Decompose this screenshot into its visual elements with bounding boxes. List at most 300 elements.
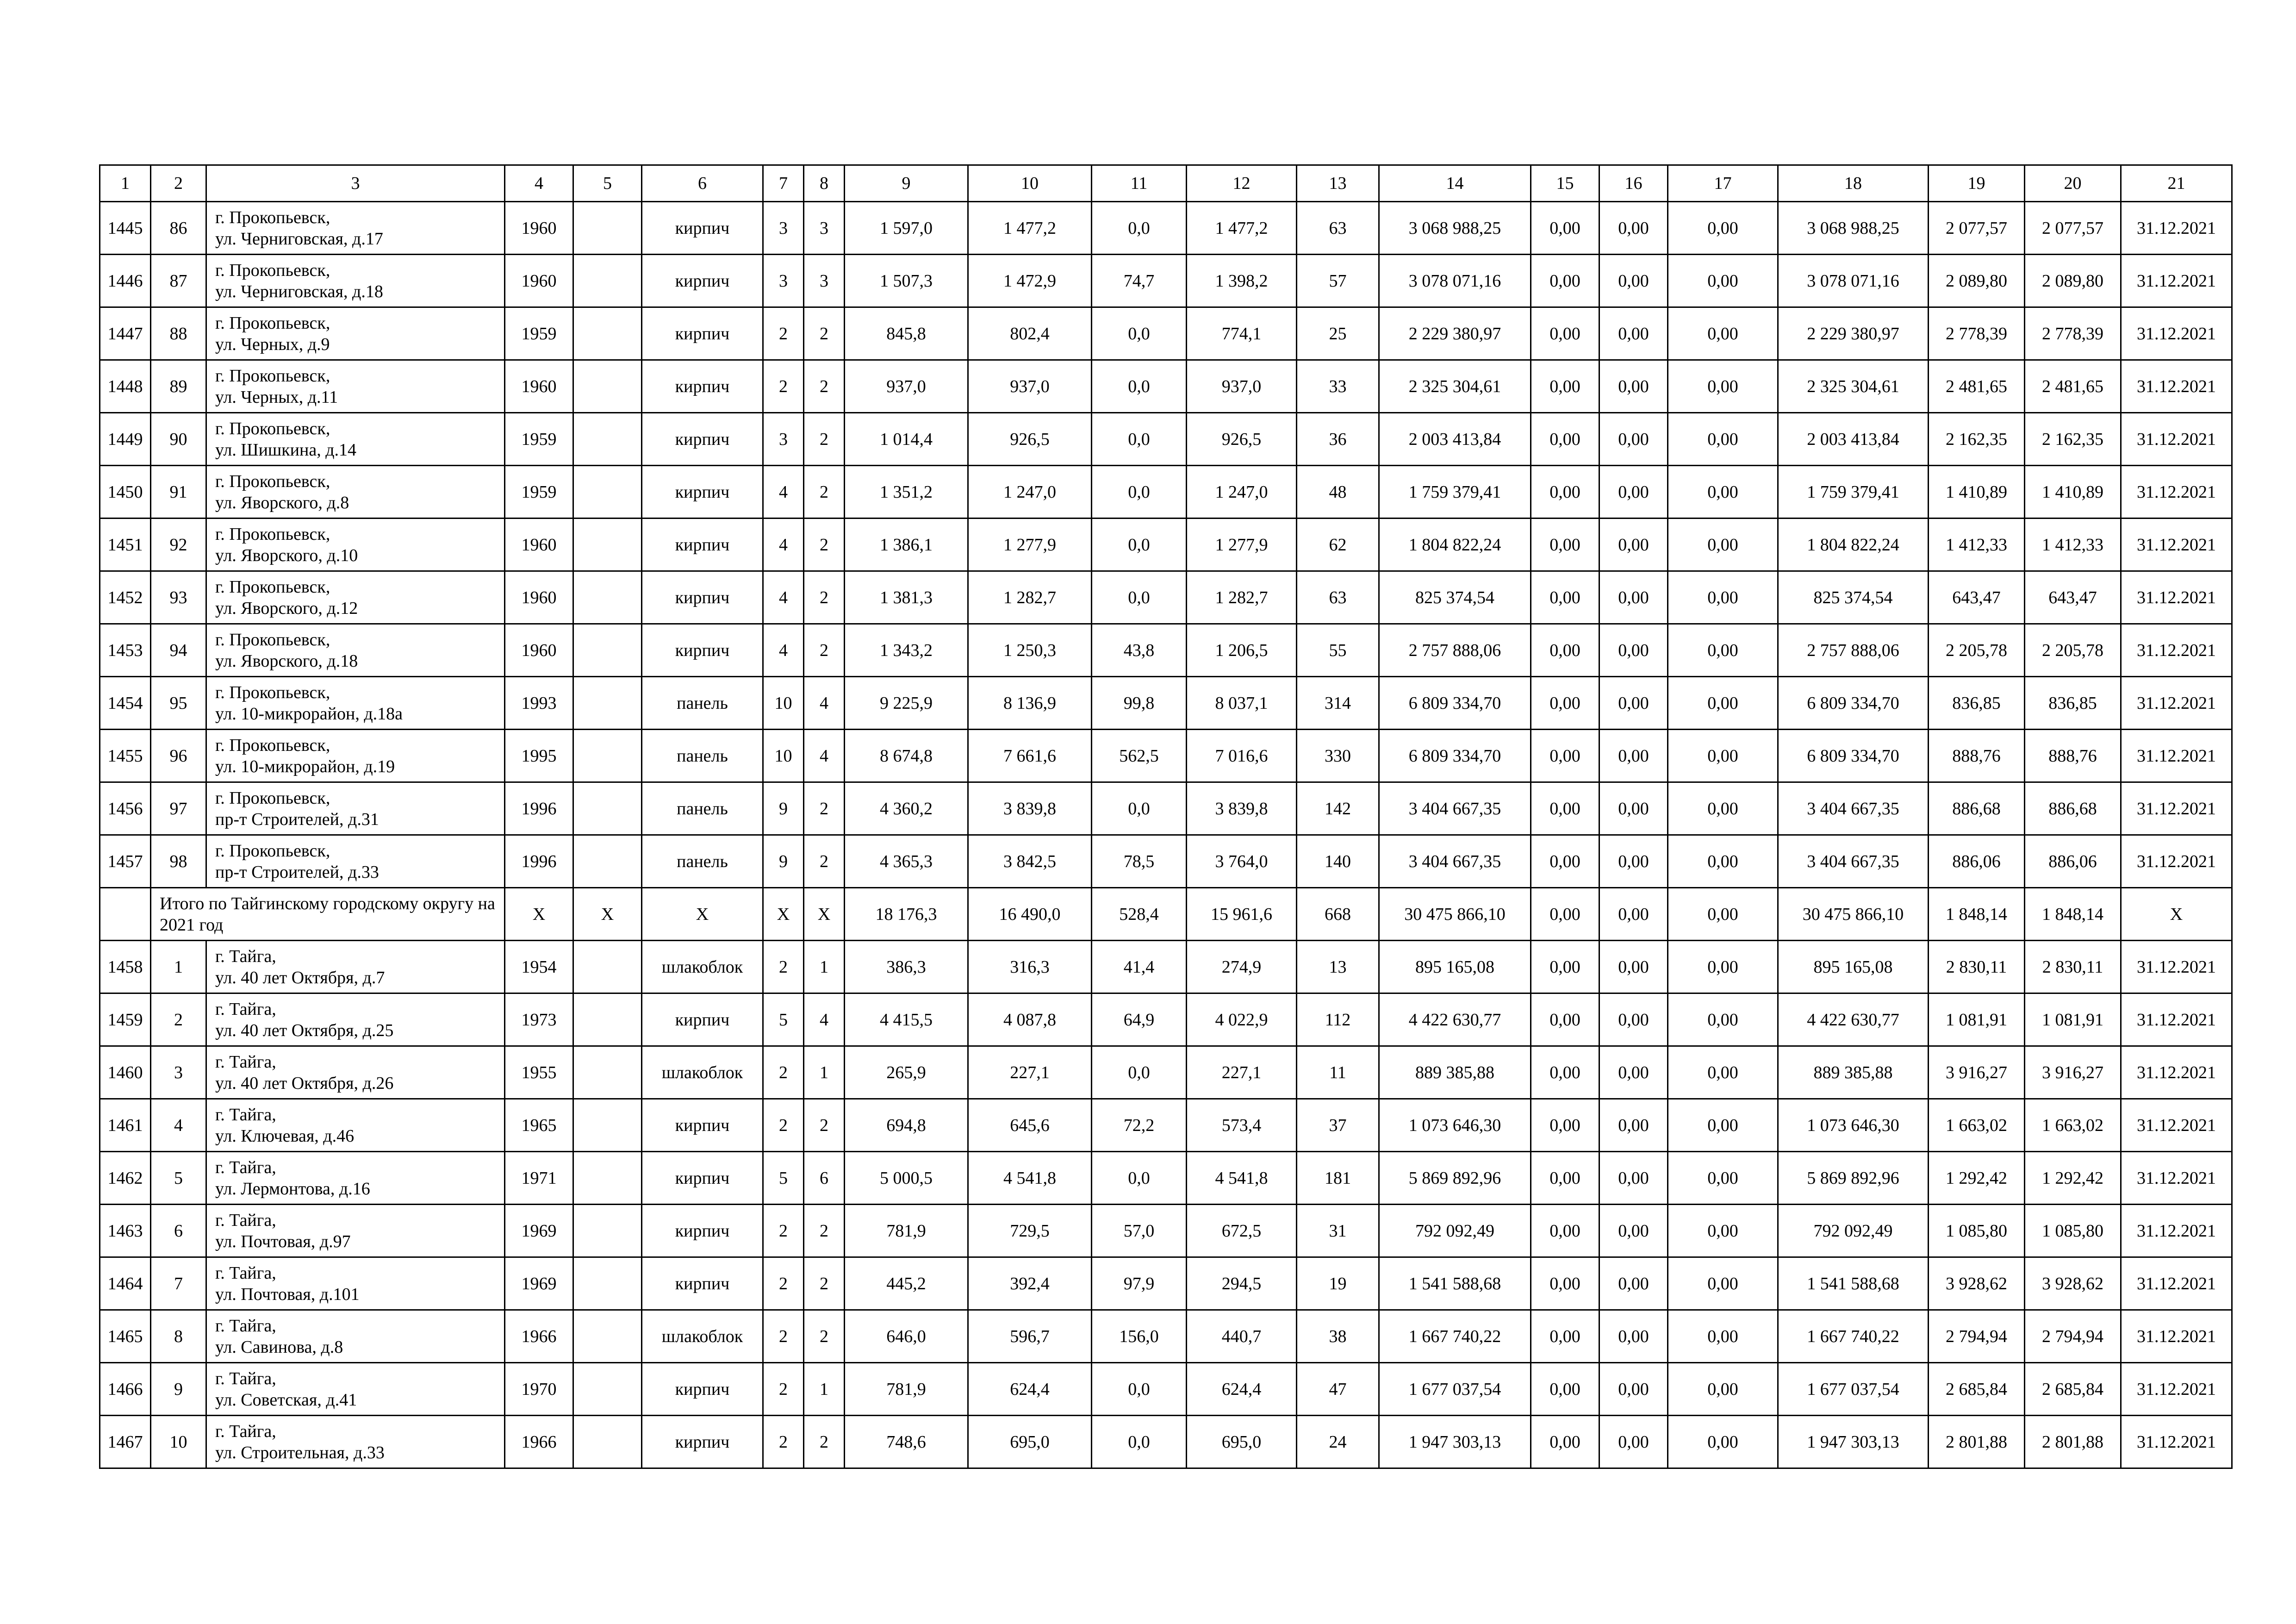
column-number-13: 13 (1297, 165, 1379, 202)
cell-c15: 0,00 (1531, 413, 1599, 466)
cell-c20: 1 085,80 (2025, 1205, 2121, 1257)
cell-c19: 836,85 (1929, 677, 2025, 730)
cell-c14: 2 229 380,97 (1379, 307, 1531, 360)
year-cell: 1966 (505, 1416, 573, 1468)
local-number: 10 (151, 1416, 206, 1468)
row-number: 1455 (100, 730, 151, 782)
cell-c16: 0,00 (1599, 1416, 1668, 1468)
cell-c14: 1 667 740,22 (1379, 1310, 1531, 1363)
total-c17: 0,00 (1668, 888, 1778, 941)
cell-c14: 1 947 303,13 (1379, 1416, 1531, 1468)
total-c18: 30 475 866,10 (1778, 888, 1929, 941)
cell-c20: 888,76 (2025, 730, 2121, 782)
cell-c16: 0,00 (1599, 677, 1668, 730)
cell-c11: 43,8 (1092, 624, 1187, 677)
cell-c21: 31.12.2021 (2121, 255, 2232, 307)
table-row (100, 571, 2232, 624)
cell-c11: 562,5 (1092, 730, 1187, 782)
year-cell: 1965 (505, 1099, 573, 1152)
cell-c14: 2 757 888,06 (1379, 624, 1531, 677)
cell-c20: 643,47 (2025, 571, 2121, 624)
cell-c11: 0,0 (1092, 1363, 1187, 1416)
cell-c7: 3 (763, 202, 804, 255)
cell-c17: 0,00 (1668, 202, 1778, 255)
cell-c9: 694,8 (845, 1099, 968, 1152)
cell-c19: 3 916,27 (1929, 1046, 2025, 1099)
local-number: 94 (151, 624, 206, 677)
cell-c15: 0,00 (1531, 518, 1599, 571)
address-city: г. Тайга, (215, 1263, 276, 1283)
cell-c10: 645,6 (968, 1099, 1092, 1152)
year-cell: 1971 (505, 1152, 573, 1205)
address-street: ул. 40 лет Октября, д.7 (215, 968, 385, 987)
cell-c14: 1 804 822,24 (1379, 518, 1531, 571)
cell-c8: 1 (804, 1046, 845, 1099)
cell-c13: 140 (1297, 835, 1379, 888)
address-city: г. Тайга, (215, 946, 276, 966)
cell-c17: 0,00 (1668, 413, 1778, 466)
cell-c18: 3 404 667,35 (1778, 835, 1929, 888)
row-number: 1457 (100, 835, 151, 888)
cell-c10: 4 541,8 (968, 1152, 1092, 1205)
cell-c21: 31.12.2021 (2121, 1205, 2232, 1257)
material-cell: кирпич (642, 518, 763, 571)
cell-c9: 937,0 (845, 360, 968, 413)
cell-c16: 0,00 (1599, 571, 1668, 624)
cell-c18: 1 804 822,24 (1778, 518, 1929, 571)
address-street: ул. Черных, д.11 (215, 387, 338, 407)
cell-c15: 0,00 (1531, 941, 1599, 993)
total-c16: 0,00 (1599, 888, 1668, 941)
address-cell (206, 1046, 505, 1099)
address-cell (206, 518, 505, 571)
cell-c13: 19 (1297, 1257, 1379, 1310)
cell-c17: 0,00 (1668, 730, 1778, 782)
local-number: 88 (151, 307, 206, 360)
cell-c15: 0,00 (1531, 677, 1599, 730)
cell-c13: 63 (1297, 202, 1379, 255)
cell-c15: 0,00 (1531, 782, 1599, 835)
address-city: г. Прокопьевск, (215, 682, 330, 702)
cell-c14: 5 869 892,96 (1379, 1152, 1531, 1205)
cell-c10: 802,4 (968, 307, 1092, 360)
cell-c19: 1 292,42 (1929, 1152, 2025, 1205)
cell-c14: 895 165,08 (1379, 941, 1531, 993)
cell-c9: 781,9 (845, 1205, 968, 1257)
cell-c9: 1 597,0 (845, 202, 968, 255)
material-cell: шлакоблок (642, 1310, 763, 1363)
column-number-16: 16 (1599, 165, 1668, 202)
cell-c9: 4 365,3 (845, 835, 968, 888)
cell-c12: 440,7 (1187, 1310, 1297, 1363)
local-number: 3 (151, 1046, 206, 1099)
cell-c19: 2 685,84 (1929, 1363, 2025, 1416)
cell-c17: 0,00 (1668, 993, 1778, 1046)
cell-c17: 0,00 (1668, 1363, 1778, 1416)
cell-c8: 6 (804, 1152, 845, 1205)
cell-c11: 72,2 (1092, 1099, 1187, 1152)
cell-c17: 0,00 (1668, 1310, 1778, 1363)
cell-c21: 31.12.2021 (2121, 1257, 2232, 1310)
address-city: г. Прокопьевск, (215, 577, 330, 597)
cell-c9: 781,9 (845, 1363, 968, 1416)
cell-c18: 3 078 071,16 (1778, 255, 1929, 307)
cell-c8: 2 (804, 307, 845, 360)
cell-c11: 156,0 (1092, 1310, 1187, 1363)
cell-c15: 0,00 (1531, 466, 1599, 518)
address-cell (206, 307, 505, 360)
cell-c20: 836,85 (2025, 677, 2121, 730)
address-city: г. Тайга, (215, 1105, 276, 1124)
cell-c10: 695,0 (968, 1416, 1092, 1468)
cell-c15: 0,00 (1531, 1363, 1599, 1416)
cell-c17: 0,00 (1668, 835, 1778, 888)
address-city: г. Прокопьевск, (215, 524, 330, 544)
cell-c11: 0,0 (1092, 1046, 1187, 1099)
total-c8: X (804, 888, 845, 941)
cell-c11: 74,7 (1092, 255, 1187, 307)
cell-c7: 4 (763, 624, 804, 677)
cell-c9: 1 381,3 (845, 571, 968, 624)
cell-c16: 0,00 (1599, 1205, 1668, 1257)
material-cell: кирпич (642, 1205, 763, 1257)
cell-c12: 294,5 (1187, 1257, 1297, 1310)
address-cell (206, 1310, 505, 1363)
address-street: ул. Лермонтова, д.16 (215, 1179, 370, 1199)
address-cell (206, 571, 505, 624)
address-cell (206, 1205, 505, 1257)
cell-c16: 0,00 (1599, 835, 1668, 888)
material-cell: панель (642, 782, 763, 835)
cell-c7: 2 (763, 307, 804, 360)
cell-c13: 55 (1297, 624, 1379, 677)
cell-c19: 2 794,94 (1929, 1310, 2025, 1363)
total-c13: 668 (1297, 888, 1379, 941)
year-cell: 1960 (505, 571, 573, 624)
cell-c7: 2 (763, 1257, 804, 1310)
address-cell (206, 677, 505, 730)
cell-c10: 316,3 (968, 941, 1092, 993)
column-number-9: 9 (845, 165, 968, 202)
cell-c16: 0,00 (1599, 466, 1668, 518)
table-row (100, 1310, 2232, 1363)
address-cell (206, 993, 505, 1046)
cell-c19: 2 089,80 (1929, 255, 2025, 307)
row-number: 1453 (100, 624, 151, 677)
cell-c20: 2 801,88 (2025, 1416, 2121, 1468)
cell-c14: 792 092,49 (1379, 1205, 1531, 1257)
table-body (100, 165, 2232, 1468)
cell-c20: 3 928,62 (2025, 1257, 2121, 1310)
cell-c19: 1 412,33 (1929, 518, 2025, 571)
address-street: ул. Яворского, д.18 (215, 651, 358, 671)
cell-c7: 4 (763, 518, 804, 571)
cell-c5 (573, 413, 642, 466)
cell-c19: 886,68 (1929, 782, 2025, 835)
cell-c15: 0,00 (1531, 835, 1599, 888)
cell-c21: 31.12.2021 (2121, 941, 2232, 993)
cell-c15: 0,00 (1531, 1099, 1599, 1152)
cell-c7: 9 (763, 782, 804, 835)
cell-c12: 1 277,9 (1187, 518, 1297, 571)
cell-c14: 1 677 037,54 (1379, 1363, 1531, 1416)
cell-c8: 2 (804, 782, 845, 835)
table-row (100, 307, 2232, 360)
cell-c9: 8 674,8 (845, 730, 968, 782)
cell-c20: 1 663,02 (2025, 1099, 2121, 1152)
address-cell (206, 1416, 505, 1468)
cell-c10: 4 087,8 (968, 993, 1092, 1046)
cell-c19: 888,76 (1929, 730, 2025, 782)
cell-c13: 142 (1297, 782, 1379, 835)
cell-c14: 2 325 304,61 (1379, 360, 1531, 413)
column-number-7: 7 (763, 165, 804, 202)
address-street: пр-т Строителей, д.31 (215, 809, 379, 829)
address-cell (206, 255, 505, 307)
cell-c21: 31.12.2021 (2121, 1310, 2232, 1363)
cell-c17: 0,00 (1668, 1205, 1778, 1257)
cell-c12: 1 247,0 (1187, 466, 1297, 518)
cell-c15: 0,00 (1531, 255, 1599, 307)
cell-c15: 0,00 (1531, 1257, 1599, 1310)
cell-c8: 2 (804, 571, 845, 624)
cell-c5 (573, 835, 642, 888)
cell-c17: 0,00 (1668, 624, 1778, 677)
cell-c17: 0,00 (1668, 1416, 1778, 1468)
cell-c9: 265,9 (845, 1046, 968, 1099)
total-c19: 1 848,14 (1929, 888, 2025, 941)
cell-c8: 4 (804, 993, 845, 1046)
cell-c14: 1 759 379,41 (1379, 466, 1531, 518)
cell-c16: 0,00 (1599, 941, 1668, 993)
cell-c13: 112 (1297, 993, 1379, 1046)
cell-c21: 31.12.2021 (2121, 202, 2232, 255)
cell-c13: 24 (1297, 1416, 1379, 1468)
year-cell: 1960 (505, 518, 573, 571)
cell-c21: 31.12.2021 (2121, 624, 2232, 677)
address-city: г. Тайга, (215, 1316, 276, 1336)
cell-c18: 2 003 413,84 (1778, 413, 1929, 466)
cell-c12: 274,9 (1187, 941, 1297, 993)
cell-c21: 31.12.2021 (2121, 1363, 2232, 1416)
local-number: 87 (151, 255, 206, 307)
cell-c21: 31.12.2021 (2121, 730, 2232, 782)
address-street: ул. 40 лет Октября, д.25 (215, 1020, 394, 1040)
cell-c18: 825 374,54 (1778, 571, 1929, 624)
year-cell: 1959 (505, 307, 573, 360)
cell-c7: 2 (763, 1310, 804, 1363)
column-number-21: 21 (2121, 165, 2232, 202)
cell-c9: 1 507,3 (845, 255, 968, 307)
cell-c19: 1 085,80 (1929, 1205, 2025, 1257)
table-row (100, 413, 2232, 466)
cell-c7: 2 (763, 1363, 804, 1416)
cell-c7: 5 (763, 993, 804, 1046)
row-number: 1448 (100, 360, 151, 413)
cell-c8: 3 (804, 255, 845, 307)
year-cell: 1959 (505, 413, 573, 466)
row-number: 1446 (100, 255, 151, 307)
total-c12: 15 961,6 (1187, 888, 1297, 941)
cell-c10: 8 136,9 (968, 677, 1092, 730)
address-cell (206, 1152, 505, 1205)
table-row (100, 993, 2232, 1046)
cell-c20: 2 830,11 (2025, 941, 2121, 993)
cell-c14: 6 809 334,70 (1379, 730, 1531, 782)
address-street: ул. Черниговская, д.17 (215, 229, 383, 249)
total-blank (100, 888, 151, 941)
cell-c12: 3 764,0 (1187, 835, 1297, 888)
address-street: ул. Яворского, д.8 (215, 493, 349, 512)
cell-c21: 31.12.2021 (2121, 1152, 2232, 1205)
cell-c14: 825 374,54 (1379, 571, 1531, 624)
cell-c5 (573, 571, 642, 624)
cell-c11: 78,5 (1092, 835, 1187, 888)
cell-c14: 3 404 667,35 (1379, 835, 1531, 888)
cell-c12: 774,1 (1187, 307, 1297, 360)
local-number: 86 (151, 202, 206, 255)
address-street: ул. Шишкина, д.14 (215, 440, 357, 460)
cell-c12: 3 839,8 (1187, 782, 1297, 835)
row-number: 1461 (100, 1099, 151, 1152)
cell-c5 (573, 360, 642, 413)
cell-c18: 1 667 740,22 (1778, 1310, 1929, 1363)
cell-c16: 0,00 (1599, 624, 1668, 677)
year-cell: 1969 (505, 1205, 573, 1257)
cell-c17: 0,00 (1668, 1099, 1778, 1152)
cell-c19: 3 928,62 (1929, 1257, 2025, 1310)
cell-c9: 1 386,1 (845, 518, 968, 571)
cell-c17: 0,00 (1668, 1152, 1778, 1205)
cell-c11: 0,0 (1092, 1416, 1187, 1468)
cell-c13: 11 (1297, 1046, 1379, 1099)
cell-c7: 10 (763, 730, 804, 782)
cell-c8: 1 (804, 941, 845, 993)
cell-c7: 10 (763, 677, 804, 730)
cell-c11: 0,0 (1092, 1152, 1187, 1205)
cell-c7: 3 (763, 413, 804, 466)
address-street: ул. Черниговская, д.18 (215, 281, 383, 301)
year-cell: 1996 (505, 782, 573, 835)
material-cell: кирпич (642, 624, 763, 677)
cell-c19: 886,06 (1929, 835, 2025, 888)
cell-c20: 2 089,80 (2025, 255, 2121, 307)
table-row (100, 624, 2232, 677)
cell-c5 (573, 624, 642, 677)
local-number: 1 (151, 941, 206, 993)
cell-c18: 2 757 888,06 (1778, 624, 1929, 677)
cell-c7: 2 (763, 1416, 804, 1468)
cell-c5 (573, 518, 642, 571)
total-c5: X (573, 888, 642, 941)
cell-c14: 1 541 588,68 (1379, 1257, 1531, 1310)
address-street: ул. Почтовая, д.101 (215, 1284, 360, 1304)
cell-c11: 0,0 (1092, 413, 1187, 466)
cell-c5 (573, 1046, 642, 1099)
address-street: ул. Яворского, д.10 (215, 545, 358, 565)
cell-c17: 0,00 (1668, 1046, 1778, 1099)
cell-c19: 2 801,88 (1929, 1416, 2025, 1468)
address-cell (206, 1257, 505, 1310)
cell-c5 (573, 677, 642, 730)
cell-c9: 445,2 (845, 1257, 968, 1310)
table-row (100, 782, 2232, 835)
cell-c15: 0,00 (1531, 1152, 1599, 1205)
cell-c13: 63 (1297, 571, 1379, 624)
cell-c18: 792 092,49 (1778, 1205, 1929, 1257)
cell-c15: 0,00 (1531, 1310, 1599, 1363)
cell-c21: 31.12.2021 (2121, 518, 2232, 571)
row-number: 1454 (100, 677, 151, 730)
cell-c10: 1 250,3 (968, 624, 1092, 677)
cell-c16: 0,00 (1599, 1046, 1668, 1099)
cell-c12: 8 037,1 (1187, 677, 1297, 730)
cell-c12: 7 016,6 (1187, 730, 1297, 782)
local-number: 95 (151, 677, 206, 730)
local-number: 89 (151, 360, 206, 413)
year-cell: 1996 (505, 835, 573, 888)
cell-c11: 0,0 (1092, 360, 1187, 413)
cell-c9: 1 351,2 (845, 466, 968, 518)
cell-c5 (573, 730, 642, 782)
total-c15: 0,00 (1531, 888, 1599, 941)
address-city: г. Прокопьевск, (215, 841, 330, 861)
material-cell: кирпич (642, 993, 763, 1046)
address-city: г. Прокопьевск, (215, 418, 330, 438)
cell-c18: 5 869 892,96 (1778, 1152, 1929, 1205)
table-row (100, 518, 2232, 571)
cell-c8: 2 (804, 1416, 845, 1468)
address-cell (206, 413, 505, 466)
cell-c13: 37 (1297, 1099, 1379, 1152)
year-cell: 1973 (505, 993, 573, 1046)
cell-c12: 227,1 (1187, 1046, 1297, 1099)
table-row (100, 466, 2232, 518)
cell-c18: 1 073 646,30 (1778, 1099, 1929, 1152)
cell-c8: 2 (804, 1257, 845, 1310)
column-number-15: 15 (1531, 165, 1599, 202)
cell-c20: 2 778,39 (2025, 307, 2121, 360)
cell-c9: 4 415,5 (845, 993, 968, 1046)
address-cell (206, 1099, 505, 1152)
cell-c13: 57 (1297, 255, 1379, 307)
cell-c10: 3 839,8 (968, 782, 1092, 835)
cell-c21: 31.12.2021 (2121, 993, 2232, 1046)
address-cell (206, 624, 505, 677)
row-number: 1445 (100, 202, 151, 255)
year-cell: 1960 (505, 202, 573, 255)
address-street: ул. Черных, д.9 (215, 334, 330, 354)
cell-c8: 2 (804, 835, 845, 888)
column-number-8: 8 (804, 165, 845, 202)
address-city: г. Прокопьевск, (215, 207, 330, 227)
local-number: 93 (151, 571, 206, 624)
cell-c14: 889 385,88 (1379, 1046, 1531, 1099)
cell-c18: 3 404 667,35 (1778, 782, 1929, 835)
address-street: ул. Строительная, д.33 (215, 1443, 385, 1462)
address-street: ул. 10-микрорайон, д.18а (215, 704, 403, 724)
cell-c5 (573, 1363, 642, 1416)
address-street: ул. 10-микрорайон, д.19 (215, 756, 395, 776)
cell-c5 (573, 1152, 642, 1205)
material-cell: кирпич (642, 1416, 763, 1468)
table-row (100, 1363, 2232, 1416)
material-cell: панель (642, 677, 763, 730)
address-cell (206, 360, 505, 413)
row-number: 1465 (100, 1310, 151, 1363)
address-street: ул. Ключевая, д.46 (215, 1126, 355, 1146)
total-c11: 528,4 (1092, 888, 1187, 941)
